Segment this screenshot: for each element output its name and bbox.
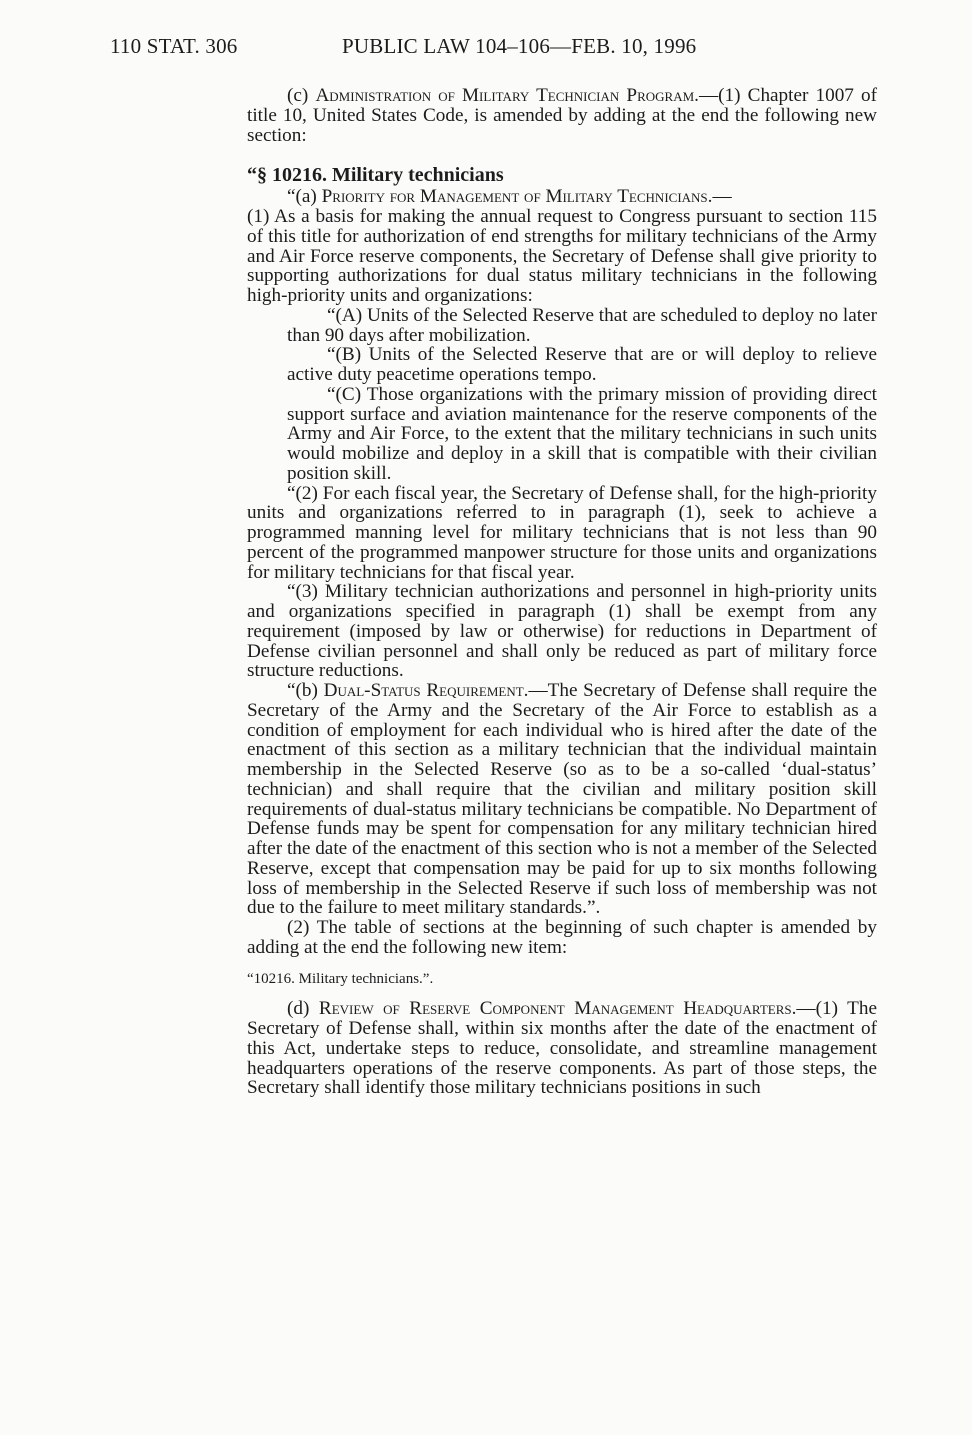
subparagraph-C: “(C) Those organizations with the primary mission of providing direct support surface and aviation maintenance for the reserve components of the Army and Air Force, to the extent that the military technicians in such units would mobilize and deploy in a skill that is compatible with their civilian position skill. (287, 383, 877, 484)
subsection-d: (d) Review of Reserve Component Management Headquarters.—(1) The Secretary of Defense shall, within six months after the date of the enactment of this Act, undertake steps to reduce, consolidate, and streamline management headquarters operations of the reserve components. As part of those steps, the Secretary shall identify those military technicians positions in such (247, 998, 877, 1099)
table-of-sections-item: “10216. Military technicians.”. (247, 970, 434, 987)
paragraph-a1: (1) As a basis for making the annual request to Congress pursuant to section 115 of this title for authorization of end strengths for military technicians of the Army and Air Force reserve components, the Secretary of Defense shall give priority to supporting authorizations for dual status military technicians in the following high-priority units and organizations: (247, 206, 877, 306)
paragraph-a2: “(2) For each fiscal year, the Secretary of Defense shall, for the high-priority units and organizations referred to in paragraph (1), seek to achieve a programmed manning level for military technicians that is not less than 90 percent of the programmed manpower structure for those units and organizations for military technicians for that fiscal year. (247, 482, 877, 583)
subsection-b-title: Dual-Status Requirement. (323, 680, 529, 701)
subsection-d-title: Review of Reserve Component Management Headquarters. (318, 998, 797, 1020)
section-heading: “§ 10216. Military technicians (247, 164, 504, 187)
public-law-citation: PUBLIC LAW 104–106—FEB. 10, 1996 (342, 34, 697, 58)
paragraph-c: (c) Administration of Military Technician Program.—(1) Chapter 1007 of title 10, United States Code, is amended by adding at the end the following new section: (247, 85, 877, 146)
page-header (110, 34, 870, 64)
subparagraph-A: “(A) Units of the Selected Reserve that are scheduled to deploy no later than 90 days after mobilization. (287, 304, 877, 346)
subparagraph-B: “(B) Units of the Selected Reserve that are or will deploy to relieve active duty peacetime operations tempo. (287, 344, 877, 385)
subsection-a-title: Priority for Management of Military Technicians. (321, 186, 713, 208)
subsection-c-title: Administration of Military Technician Program. (315, 85, 699, 106)
subsection-b: “(b) Dual-Status Requirement.—The Secretary of Defense shall require the Secretary of the Army and the Secretary of the Air Force to establish as a condition of employment for each individual who is hired after the date of the enactment of this section as a military technician that the individual maintain membership in the Selected Reserve (so as to be a so-called ‘dual-status’ technician) and shall require that the civilian and military position skill requirements of dual-status military technicians be compatible. No Department of Defense funds may be spent for compensation for any military technician hired after the date of the enactment of this section who is not a member of the Selected Reserve, except that compensation may be paid for up to six months following loss of membership in the Selected Reserve if such loss of membership was not due to the failure to meet military standards.”. (247, 680, 878, 919)
subsection-a-heading: “(a) Priority for Management of Military Technicians.— (287, 186, 732, 208)
paragraph-a3: “(3) Military technician authorizations and personnel in high-priority units and organizations specified in paragraph (1) shall be exempt from any requirement (imposed by law or otherwise) for reductions in Department of Defense civilian personnel and shall only be reduced as part of military force structure reductions. (247, 581, 877, 682)
statute-page-number: 110 STAT. 306 (110, 34, 238, 58)
paragraph-c2: (2) The table of sections at the beginning of such chapter is amended by adding at the end the following new item: (247, 917, 877, 958)
statute-text (247, 86, 877, 1098)
